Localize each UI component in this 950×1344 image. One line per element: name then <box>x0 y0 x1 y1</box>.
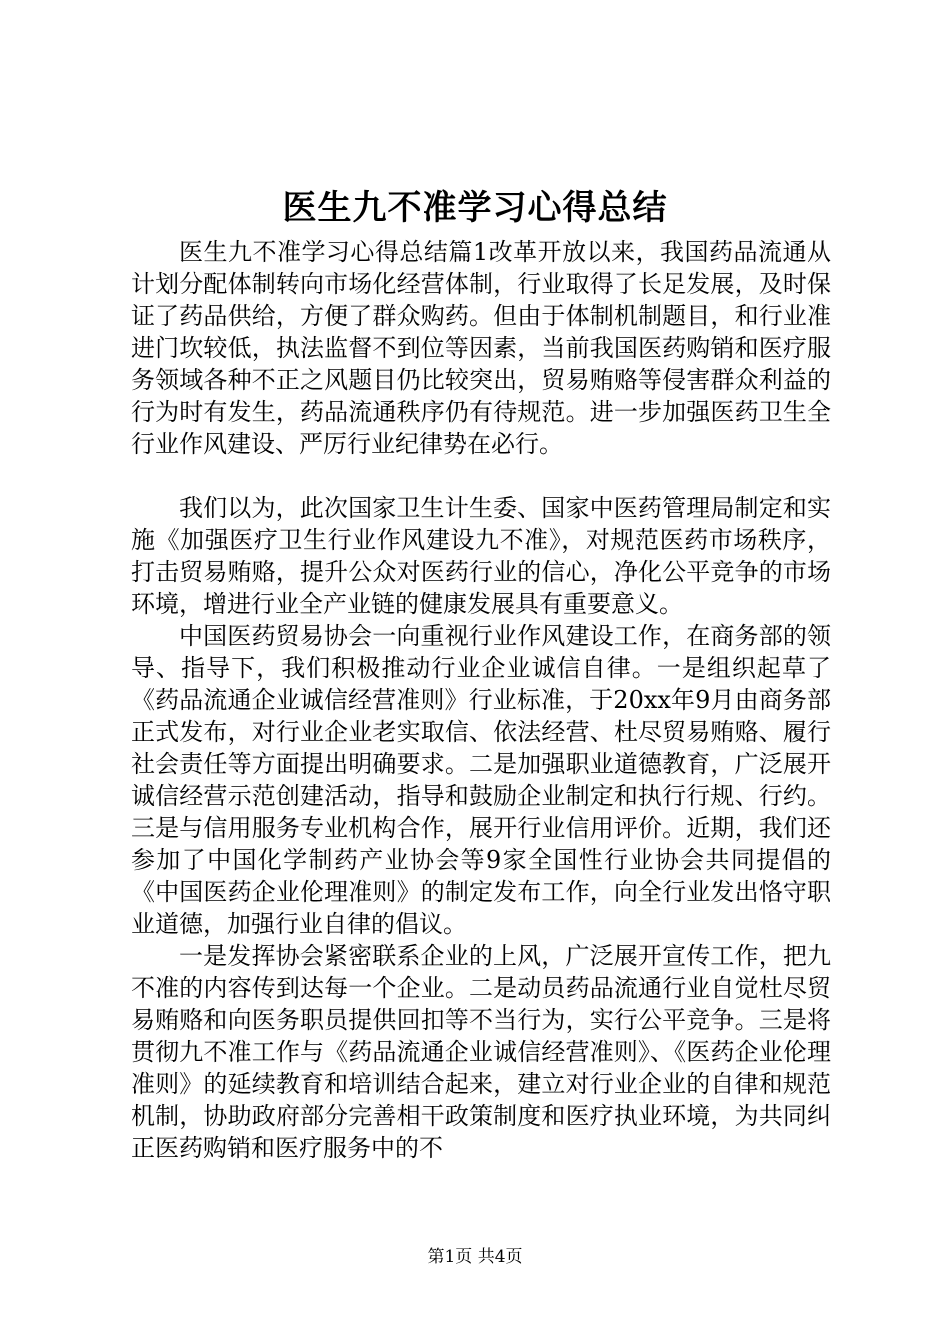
paragraph-1: 医生九不准学习心得总结篇1改革开放以来，我国药品流通从计划分配体制转向市场化经营体制，行业取得了长足发展，及时保证了药品供给，方便了群众购药。但由于体制机制题目，和行业准进门坎较低，执法监督不到位等因素，当前我国医药购销和医疗服务领域各种不正之风题目仍比较突出，贸易贿赂等侵害群众利益的行为时有发生，药品流通秩序仍有待规范。进一步加强医药卫生全行业作风建设、严厉行业纪律势在必行。 <box>131 238 831 458</box>
paragraph-3: 中国医药贸易协会一向重视行业作风建设工作，在商务部的领导、指导下，我们积极推动行业企业诚信自律。一是组织起草了《药品流通企业诚信经营准则》行业标准，于20xx年9月由商务部正式发布，对行业企业老实取信、依法经营、杜尽贸易贿赂、履行社会责任等方面提出明确要求。二是加强职业道德教育，广泛展开诚信经营示范创建活动，指导和鼓励企业制定和执行行规、行约。三是与信用服务专业机构合作，展开行业信用评价。近期，我们还参加了中国化学制药产业协会等9家全国性行业协会共同提倡的《中国医药企业伦理准则》的制定发布工作，向全行业发出恪守职业道德，加强行业自律的倡议。 <box>131 622 831 938</box>
paragraph-2: 我们以为，此次国家卫生计生委、国家中医药管理局制定和实施《加强医疗卫生行业作风建设九不准》，对规范医药市场秩序，打击贸易贿赂，提升公众对医药行业的信心，净化公平竞争的市场环境，增进行业全产业链的健康发展具有重要意义。 <box>131 494 831 618</box>
paragraph-4: 一是发挥协会紧密联系企业的上风，广泛展开宣传工作，把九不准的内容传到达每一个企业。二是动员药品流通行业自觉杜尽贸易贿赂和向医务职员提供回扣等不当行为，实行公平竞争。三是将贯彻九不准工作与《药品流通企业诚信经营准则》、《医药企业伦理准则》的延续教育和培训结合起来，建立对行业企业的自律和规范机制，协助政府部分完善相干政策制度和医疗执业环境，为共同纠正医药购销和医疗服务中的不 <box>131 942 831 1162</box>
document-title: 医生九不准学习心得总结 <box>282 188 668 228</box>
document-body <box>131 236 831 1164</box>
page-number-footer: 第1页 共4页 <box>427 1247 523 1267</box>
